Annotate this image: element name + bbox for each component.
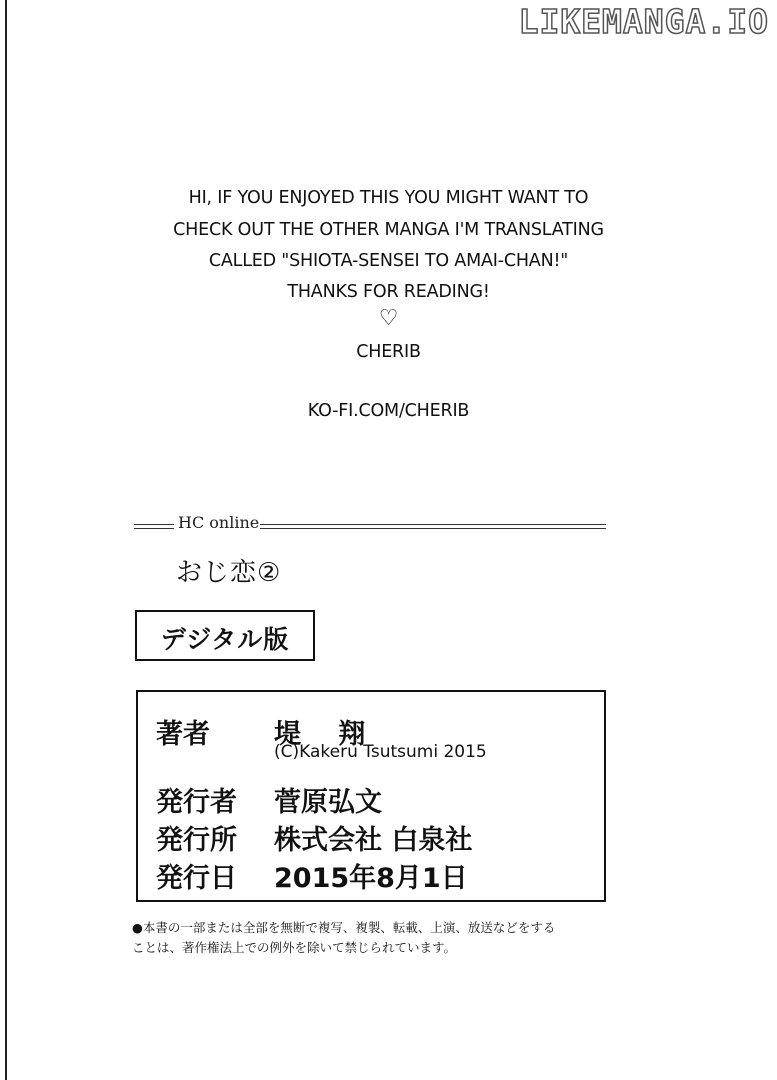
watermark: LIKEMANGA.IO bbox=[518, 2, 769, 41]
edition-box bbox=[135, 610, 315, 661]
edition-label: デジタル版 bbox=[160, 625, 290, 654]
credit-key-date: 発行日 bbox=[156, 863, 237, 894]
credits-box bbox=[136, 690, 606, 902]
note-signature: CHERIB bbox=[356, 342, 421, 362]
credit-key-author: 著者 bbox=[156, 719, 210, 750]
credit-value-date: 2015年8月1日 bbox=[274, 863, 468, 894]
credit-value-author: 堤 翔 bbox=[274, 719, 380, 750]
note-line-4: THANKS FOR READING! bbox=[287, 282, 490, 302]
hc-rule-right bbox=[260, 524, 606, 529]
legal-notice-line-1: ●本書の一部または全部を無断で複写、複製、転載、上演、放送などをする bbox=[132, 920, 556, 935]
credit-value-publisher: 菅原弘文 bbox=[274, 787, 382, 818]
heart-icon: ♡ bbox=[378, 306, 399, 331]
note-line-1: HI, IF YOU ENJOYED THIS YOU MIGHT WANT TO bbox=[188, 188, 589, 208]
credit-key-publishing-house: 発行所 bbox=[156, 825, 237, 856]
credit-key-publisher: 発行者 bbox=[156, 787, 237, 818]
copyright-line: (C)Kakeru Tsutsumi 2015 bbox=[274, 742, 487, 762]
legal-notice-line-2: ことは、著作権法上での例外を除いて禁じられています。 bbox=[132, 940, 457, 955]
hc-online-label: HC online bbox=[178, 513, 260, 532]
credit-value-publishing-house: 株式会社 白泉社 bbox=[274, 825, 473, 856]
page-left-border bbox=[5, 0, 7, 1080]
hc-rule-left bbox=[134, 524, 174, 529]
kofi-link[interactable]: KO-FI.COM/CHERIB bbox=[307, 401, 470, 421]
book-title: おじ恋② bbox=[176, 558, 282, 588]
note-line-2: CHECK OUT THE OTHER MANGA I'M TRANSLATING bbox=[173, 220, 604, 240]
note-line-3: CALLED "SHIOTA-SENSEI TO AMAI-CHAN!" bbox=[208, 251, 569, 271]
